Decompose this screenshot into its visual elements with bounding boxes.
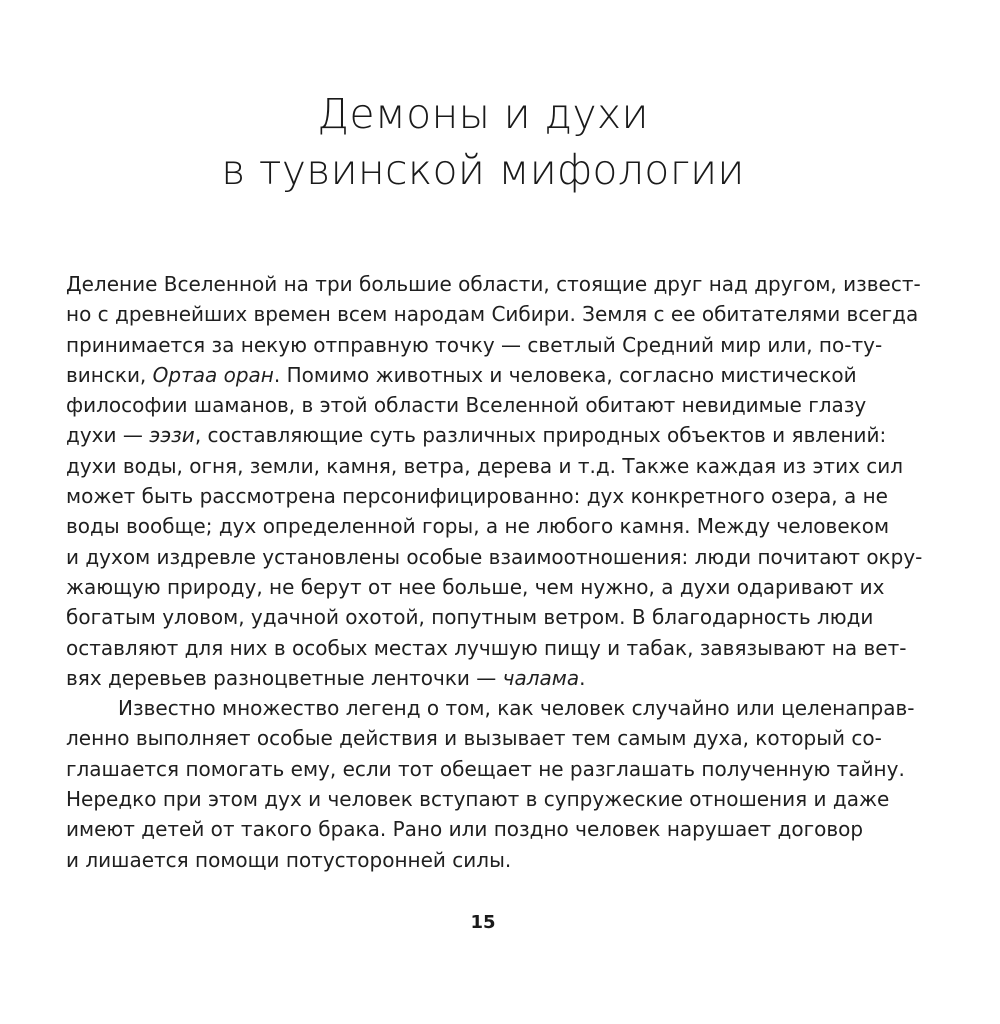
text-line: имеют детей от такого брака. Рано или поздно человек нарушает договор: [66, 817, 864, 842]
italic-term-ortaa-oran: Ортаа оран: [152, 362, 274, 387]
text-line: [66, 360, 916, 390]
body-text: [66, 269, 923, 875]
page-number: 15: [470, 912, 496, 933]
paragraph-2: [66, 693, 916, 875]
text-line: духи воды, огня, земли, камня, ветра, дерева и т.д. Также каждая из этих сил: [66, 453, 904, 478]
italic-term-chalama: чалама: [502, 665, 580, 690]
chapter-title-line-1: Демоны и духи: [317, 90, 649, 138]
text-line: [66, 420, 916, 450]
text-line: может быть рассмотрена персонифицированно: дух конкретного озера, а не: [66, 484, 888, 509]
chapter-title-line-2: в тувинской мифологии: [221, 146, 745, 194]
text-line: и лишается помощи потусторонней силы.: [66, 847, 512, 872]
text-line: Нередко при этом дух и человек вступают в супружеские отношения и даже: [66, 787, 890, 812]
text-line: глашается помогать ему, если тот обещает не разглашать полученную тайну.: [66, 756, 905, 781]
text-run: духи —: [66, 423, 150, 448]
text-line: ленно выполняет особые действия и вызывает тем самым духа, который со-: [66, 726, 882, 751]
chapter-title: [0, 86, 966, 198]
italic-term-eezi: ээзи: [149, 423, 195, 448]
text-run: , составляющие суть различных природных объектов и явлений:: [194, 423, 887, 448]
text-line: оставляют для них в особых местах лучшую пищу и табак, завязывают на вет-: [66, 635, 907, 660]
text-line: [66, 663, 916, 693]
text-line: Деление Вселенной на три большие области, стоящие друг над другом, извест-: [66, 272, 921, 296]
text-run: вях деревьев разноцветные ленточки —: [66, 665, 503, 690]
text-run: .: [579, 665, 586, 690]
text-line: жающую природу, не берут от нее больше, чем нужно, а духи одаривают их: [66, 574, 885, 599]
text-run: . Помимо животных и человека, согласно мистической: [273, 362, 857, 387]
text-line: Известно множество легенд о том, как человек случайно или целенаправ-: [118, 696, 915, 721]
paragraph-1: [66, 269, 923, 693]
text-run: вински,: [66, 362, 153, 387]
text-line: и духом издревле установлены особые взаимоотношения: люди почитают окру-: [66, 544, 923, 569]
text-line: принимается за некую отправную точку — светлый Средний мир или, по-ту-: [66, 332, 883, 357]
text-line: воды вообще; дух определенной горы, а не любого камня. Между человеком: [66, 514, 890, 539]
text-line: богатым уловом, удачной охотой, попутным ветром. В благодарность люди: [66, 605, 874, 630]
text-line: но с древнейших времен всем народам Сибири. Земля с ее обитателями всегда: [66, 302, 919, 327]
text-line: философии шаманов, в этой области Вселенной обитают невидимые глазу: [66, 393, 867, 418]
